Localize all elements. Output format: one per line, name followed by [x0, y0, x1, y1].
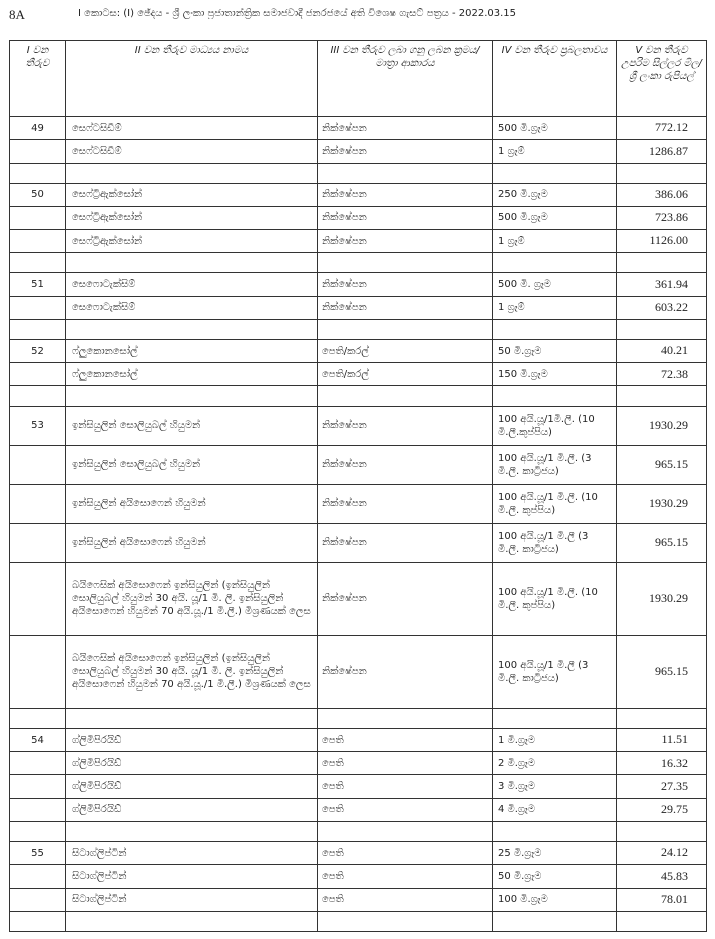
medicine-name-cell: ඉන්සියුලින් අයිසොෆෙන් හියුමන්	[66, 523, 318, 562]
strength-cell: 100 අයි.යූ/1 මි.ලී. (10 මි.ලී. කුප්පිය)	[493, 563, 617, 636]
item-number-cell: 51	[10, 273, 66, 296]
spacer-row	[10, 319, 707, 339]
strength-cell	[493, 163, 617, 183]
medicine-name-cell: සෙෆ්ට්‍රිඇක්සෝන්	[66, 230, 318, 253]
item-number-cell	[10, 563, 66, 636]
medicine-name-cell: සෙෆ්ටසිඩීම්	[66, 140, 318, 163]
dosage-form-cell	[318, 911, 493, 931]
dosage-form-cell: නික්ෂේපන	[318, 484, 493, 523]
medicine-name-cell: සිටාග්ලිප්ටින්	[66, 888, 318, 911]
item-number-cell	[10, 798, 66, 821]
max-retail-price-cell: 45.83	[617, 865, 707, 888]
item-number-cell: 50	[10, 183, 66, 206]
strength-cell: 3 මි.ග්‍රෑම	[493, 775, 617, 798]
strength-cell: 25 මි.ග්‍රෑම	[493, 842, 617, 865]
strength-cell: 100 මි.ග්‍රෑම	[493, 888, 617, 911]
dosage-form-cell: නික්ෂේපන	[318, 183, 493, 206]
table-row	[10, 363, 707, 386]
max-retail-price-cell	[617, 319, 707, 339]
dosage-form-cell: නික්ෂේපන	[318, 563, 493, 636]
max-retail-price-cell: 16.32	[617, 752, 707, 775]
item-number-cell	[10, 253, 66, 273]
strength-cell: 100 අයි.යූ/1 මි.ලී (3 මි.ලී. කාට්‍රිජය)	[493, 635, 617, 708]
max-retail-price-cell: 1930.29	[617, 406, 707, 445]
medicine-name-cell: ග්ලිමිපිරයිඩ්	[66, 728, 318, 751]
table-row	[10, 865, 707, 888]
dosage-form-cell: පෙති	[318, 888, 493, 911]
strength-cell	[493, 708, 617, 728]
max-retail-price-cell: 27.35	[617, 775, 707, 798]
column-header-1: I වන තීරුව	[10, 41, 66, 117]
max-retail-price-cell: 603.22	[617, 296, 707, 319]
item-number-cell	[10, 708, 66, 728]
strength-cell: 250 මි.ග්‍රෑම	[493, 183, 617, 206]
item-number-cell	[10, 821, 66, 841]
item-number-cell	[10, 386, 66, 406]
medicine-name-cell: සෙෆොටැක්සිම්	[66, 273, 318, 296]
table-row	[10, 563, 707, 636]
max-retail-price-cell: 29.75	[617, 798, 707, 821]
table-row	[10, 339, 707, 362]
dosage-form-cell	[318, 821, 493, 841]
dosage-form-cell: නික්ෂේපන	[318, 406, 493, 445]
strength-cell	[493, 821, 617, 841]
table-row	[10, 635, 707, 708]
max-retail-price-cell: 723.86	[617, 206, 707, 229]
table-row	[10, 798, 707, 821]
strength-cell	[493, 319, 617, 339]
max-retail-price-cell: 24.12	[617, 842, 707, 865]
dosage-form-cell	[318, 319, 493, 339]
medicine-name-cell	[66, 821, 318, 841]
medicine-name-cell: සෙෆ්ට්‍රිඇක්සෝන්	[66, 183, 318, 206]
item-number-cell	[10, 445, 66, 484]
strength-cell: 100 අයි.යූ/1 මි.ලී (3 මි.ලී. කාට්‍රිජය)	[493, 523, 617, 562]
max-retail-price-cell: 965.15	[617, 445, 707, 484]
max-retail-price-cell	[617, 708, 707, 728]
medicine-name-cell: ග්ලිමිපිරයිඩ්	[66, 798, 318, 821]
spacer-row	[10, 253, 707, 273]
medicine-name-cell: සෙෆොටැක්සිම්	[66, 296, 318, 319]
strength-cell: 2 මි.ග්‍රෑම	[493, 752, 617, 775]
max-retail-price-cell	[617, 911, 707, 931]
strength-cell: 100 අයි.යූ/1මි.ලී. (10 මි.ලී.කුප්පිය)	[493, 406, 617, 445]
strength-cell: 500 මි.ග්‍රෑම	[493, 206, 617, 229]
medicine-name-cell	[66, 386, 318, 406]
table-row	[10, 230, 707, 253]
item-number-cell	[10, 911, 66, 931]
strength-cell	[493, 386, 617, 406]
medicine-name-cell: බයිෆෙසික් අයිසොෆෙන් ඉන්සියුලින් (ඉන්සියුලින් සොලියුබල් හියුමන් 30 අයි. යූ/1 මි. ලී. ඉන්සියුලින් අයිසොෆෙන් හියුමන් 70 අයි.යූ./1 මි.ලී.) මිශ්‍රණයක් ලෙස	[66, 635, 318, 708]
column-header-3: III වන තීරුව ලබා ගනු ලබන ක්‍රමය/මාත්‍රා ආකාරය	[318, 41, 493, 117]
column-header-5: V වන තීරුව උපරිම සිල්ලර මිල/ ශ්‍රී ලංකා රුපියල්	[617, 41, 707, 117]
dosage-form-cell	[318, 708, 493, 728]
strength-cell: 1 ග්‍රෑම්	[493, 230, 617, 253]
dosage-form-cell: නික්ෂේපන	[318, 635, 493, 708]
price-table	[9, 40, 707, 932]
strength-cell: 50 මි.ග්‍රෑම	[493, 865, 617, 888]
column-header-4: IV වන තීරුව ප්‍රබලතාවය	[493, 41, 617, 117]
max-retail-price-cell: 965.15	[617, 523, 707, 562]
table-row	[10, 296, 707, 319]
strength-cell: 4 මි.ග්‍රෑම	[493, 798, 617, 821]
dosage-form-cell: පෙති	[318, 752, 493, 775]
medicine-name-cell: සෙෆ්ටසිඩීම්	[66, 117, 318, 140]
item-number-cell	[10, 775, 66, 798]
dosage-form-cell: පෙති	[318, 798, 493, 821]
max-retail-price-cell: 1930.29	[617, 484, 707, 523]
item-number-cell: 54	[10, 728, 66, 751]
strength-cell	[493, 253, 617, 273]
page-number: 8A	[9, 7, 25, 22]
max-retail-price-cell	[617, 163, 707, 183]
table-row	[10, 406, 707, 445]
spacer-row	[10, 163, 707, 183]
item-number-cell	[10, 206, 66, 229]
max-retail-price-cell	[617, 386, 707, 406]
max-retail-price-cell: 40.21	[617, 339, 707, 362]
table-row	[10, 206, 707, 229]
strength-cell: 1 මි.ග්‍රෑම	[493, 728, 617, 751]
item-number-cell	[10, 752, 66, 775]
item-number-cell	[10, 523, 66, 562]
spacer-row	[10, 911, 707, 931]
dosage-form-cell: පෙති	[318, 865, 493, 888]
dosage-form-cell	[318, 386, 493, 406]
item-number-cell	[10, 230, 66, 253]
medicine-name-cell: සිටාග්ලිප්ටින්	[66, 865, 318, 888]
medicine-name-cell: ඉන්සියුලින් සොලියුබල් හියුමන්	[66, 445, 318, 484]
dosage-form-cell: පෙති/කරල්	[318, 363, 493, 386]
max-retail-price-cell: 72.38	[617, 363, 707, 386]
dosage-form-cell: නික්ෂේපන	[318, 230, 493, 253]
table-row	[10, 728, 707, 751]
medicine-name-cell: සිටාග්ලිප්ටින්	[66, 842, 318, 865]
gazette-title: I කොටස: (I) ඡේදය - ශ්‍රී ලංකා ප්‍රජාතාන්ත්‍රික සමාජවාදී ජනරජයේ අති විශෙෂ ගැසට් පත්‍රය - 2022.03.15	[78, 8, 517, 19]
medicine-name-cell: ඉන්සියුලින් අයිසොෆෙන් හියුමන්	[66, 484, 318, 523]
medicine-name-cell: ෆ්ලුකොනසෝල්	[66, 339, 318, 362]
item-number-cell: 49	[10, 117, 66, 140]
dosage-form-cell: නික්ෂේපන	[318, 206, 493, 229]
medicine-name-cell: ඉන්සියුලින් සොලියුබල් හියුමන්	[66, 406, 318, 445]
table-row	[10, 484, 707, 523]
strength-cell: 150 මි.ග්‍රෑම	[493, 363, 617, 386]
spacer-row	[10, 708, 707, 728]
item-number-cell: 53	[10, 406, 66, 445]
dosage-form-cell: පෙති	[318, 728, 493, 751]
dosage-form-cell	[318, 163, 493, 183]
item-number-cell	[10, 140, 66, 163]
item-number-cell	[10, 635, 66, 708]
medicine-name-cell: ග්ලිමිපිරයිඩ්	[66, 775, 318, 798]
strength-cell: 500 මි. ග්‍රෑම	[493, 273, 617, 296]
max-retail-price-cell: 1126.00	[617, 230, 707, 253]
item-number-cell	[10, 484, 66, 523]
table-row	[10, 523, 707, 562]
dosage-form-cell: නික්ෂේපන	[318, 117, 493, 140]
medicine-name-cell	[66, 253, 318, 273]
table-body	[10, 117, 707, 932]
strength-cell: 1 ග්‍රෑම්	[493, 296, 617, 319]
item-number-cell	[10, 319, 66, 339]
table-row	[10, 445, 707, 484]
max-retail-price-cell: 1286.87	[617, 140, 707, 163]
table-row	[10, 775, 707, 798]
table-row	[10, 752, 707, 775]
max-retail-price-cell: 386.06	[617, 183, 707, 206]
table-row	[10, 117, 707, 140]
page-header	[0, 0, 715, 30]
medicine-name-cell	[66, 319, 318, 339]
medicine-name-cell: සෙෆ්ට්‍රිඇක්සෝන්	[66, 206, 318, 229]
table-row	[10, 888, 707, 911]
dosage-form-cell: පෙති	[318, 842, 493, 865]
strength-cell: 1 ග්‍රෑම්	[493, 140, 617, 163]
item-number-cell	[10, 865, 66, 888]
max-retail-price-cell: 78.01	[617, 888, 707, 911]
dosage-form-cell: පෙති	[318, 775, 493, 798]
dosage-form-cell	[318, 253, 493, 273]
dosage-form-cell: නික්ෂේපන	[318, 523, 493, 562]
medicine-name-cell	[66, 163, 318, 183]
medicine-name-cell	[66, 911, 318, 931]
medicine-name-cell: ග්ලිමිපිරයිඩ්	[66, 752, 318, 775]
strength-cell	[493, 911, 617, 931]
dosage-form-cell: නික්ෂේපන	[318, 273, 493, 296]
strength-cell: 50 මි.ග්‍රෑම	[493, 339, 617, 362]
medicine-name-cell: බයිෆෙසික් අයිසොෆෙන් ඉන්සියුලින් (ඉන්සියුලින් සොලියුබල් හියුමන් 30 අයි. යූ/1 මි. ලී. ඉන්සියුලින් අයිසොෆෙන් හියුමන් 70 අයි.යූ./1 මි.ලී.) මිශ්‍රණයක් ලෙස	[66, 563, 318, 636]
item-number-cell: 55	[10, 842, 66, 865]
spacer-row	[10, 386, 707, 406]
table-row	[10, 183, 707, 206]
dosage-form-cell: නික්ෂේපන	[318, 445, 493, 484]
max-retail-price-cell: 11.51	[617, 728, 707, 751]
dosage-form-cell: නික්ෂේපන	[318, 296, 493, 319]
item-number-cell	[10, 296, 66, 319]
spacer-row	[10, 821, 707, 841]
medicine-name-cell: ෆ්ලුකොනසෝල්	[66, 363, 318, 386]
max-retail-price-cell	[617, 253, 707, 273]
item-number-cell	[10, 363, 66, 386]
table-row	[10, 273, 707, 296]
strength-cell: 500 මි.ග්‍රෑම	[493, 117, 617, 140]
item-number-cell	[10, 163, 66, 183]
table-header-row	[10, 41, 707, 117]
strength-cell: 100 අයි.යූ/1 මි.ලී. (10 මි.ලී. කුප්පිය)	[493, 484, 617, 523]
dosage-form-cell: නික්ෂේපන	[318, 140, 493, 163]
max-retail-price-cell: 1930.29	[617, 563, 707, 636]
max-retail-price-cell: 772.12	[617, 117, 707, 140]
table-row	[10, 140, 707, 163]
max-retail-price-cell: 965.15	[617, 635, 707, 708]
item-number-cell	[10, 888, 66, 911]
max-retail-price-cell: 361.94	[617, 273, 707, 296]
column-header-2: II වන තීරුව මාධ්‍යය නාමය	[66, 41, 318, 117]
max-retail-price-cell	[617, 821, 707, 841]
strength-cell: 100 අයි.යූ/1 මි.ලී. (3 මි.ලී. කාට්‍රිජය)	[493, 445, 617, 484]
dosage-form-cell: පෙති/කරල්	[318, 339, 493, 362]
medicine-name-cell	[66, 708, 318, 728]
item-number-cell: 52	[10, 339, 66, 362]
table-row	[10, 842, 707, 865]
